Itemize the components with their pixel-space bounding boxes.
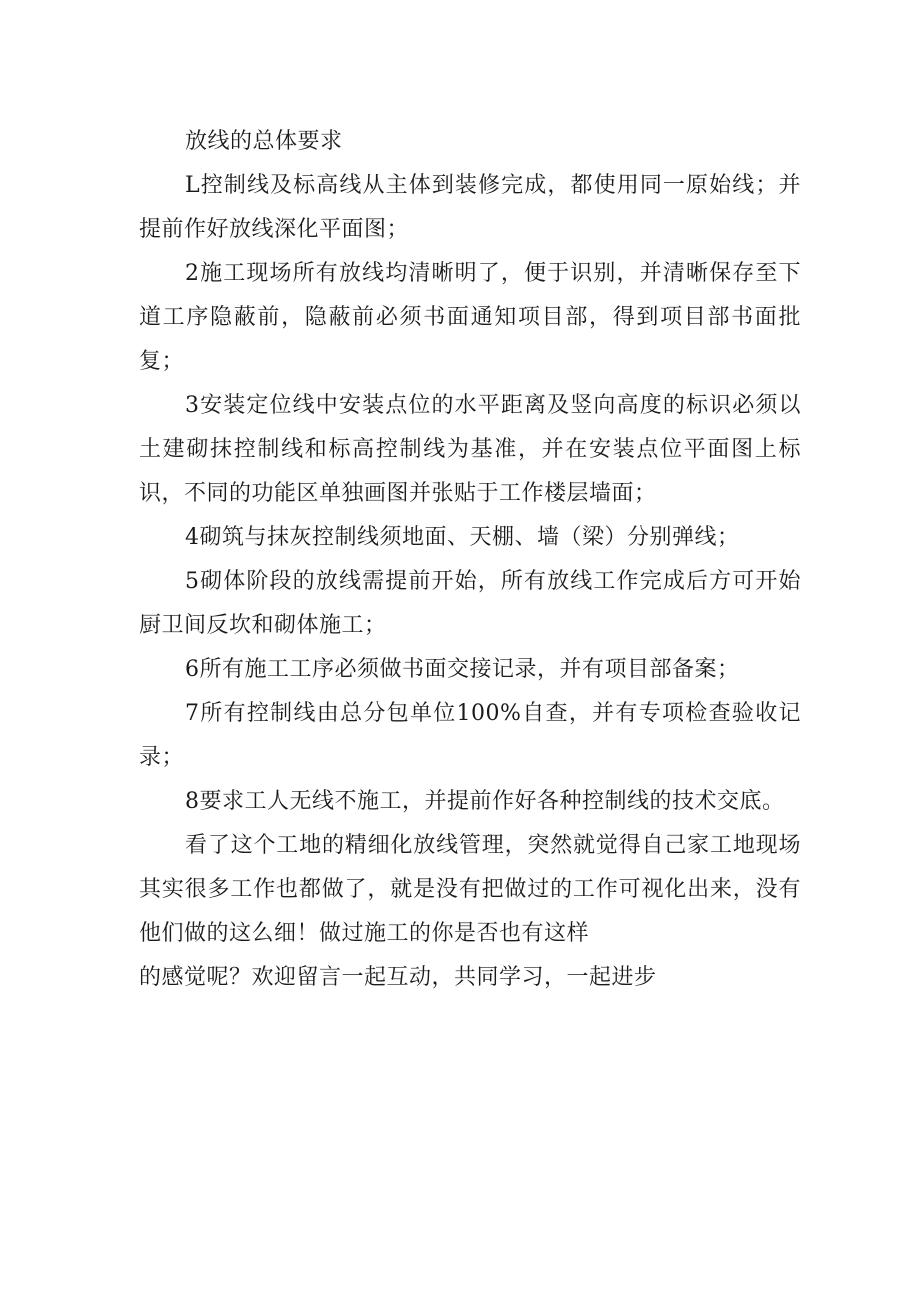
requirement-item-8: 8要求工人无线不施工，并提前作好各种控制线的技术交底。 [185, 789, 785, 814]
requirement-item-4: 4砌筑与抹灰控制线须地面、天棚、墙（梁）分别弹线； [185, 525, 740, 550]
document-title: 放线的总体要求 [185, 129, 343, 154]
closing-paragraph: 看了这个工地的精细化放线管理，突然就觉得自己家工地现场其实很多工作也都做了，就是没有把做过的工作可视化出来，没有他们做的这么细！做过施工的你是否也有这样 [139, 833, 801, 946]
closing-paragraph-continued: 的感觉呢？欢迎留言一起互动，共同学习，一起进步 [139, 965, 657, 990]
requirement-item-6: 6所有施工工序必须做书面交接记录，并有项目部备案； [185, 657, 740, 682]
requirement-item-3: 3安装定位线中安装点位的水平距离及竖向高度的标识必须以土建砌抹控制线和标高控制线为基准，并在安装点位平面图上标识，不同的功能区单独画图并张贴于工作楼层墙面； [139, 393, 801, 506]
requirement-item-5: 5砌体阶段的放线需提前开始，所有放线工作完成后方可开始厨卫间反坎和砌体施工； [139, 569, 801, 638]
document-page [139, 0, 801, 1301]
requirement-item-1: L控制线及标高线从主体到装修完成，都使用同一原始线；并提前作好放线深化平面图； [139, 173, 801, 242]
requirement-item-7: 7所有控制线由总分包单位100%自查，并有专项检查验收记录； [139, 701, 801, 770]
requirement-item-2: 2施工现场所有放线均清晰明了，便于识别，并清晰保存至下道工序隐蔽前，隐蔽前必须书面通知项目部，得到项目部书面批复； [139, 261, 801, 374]
